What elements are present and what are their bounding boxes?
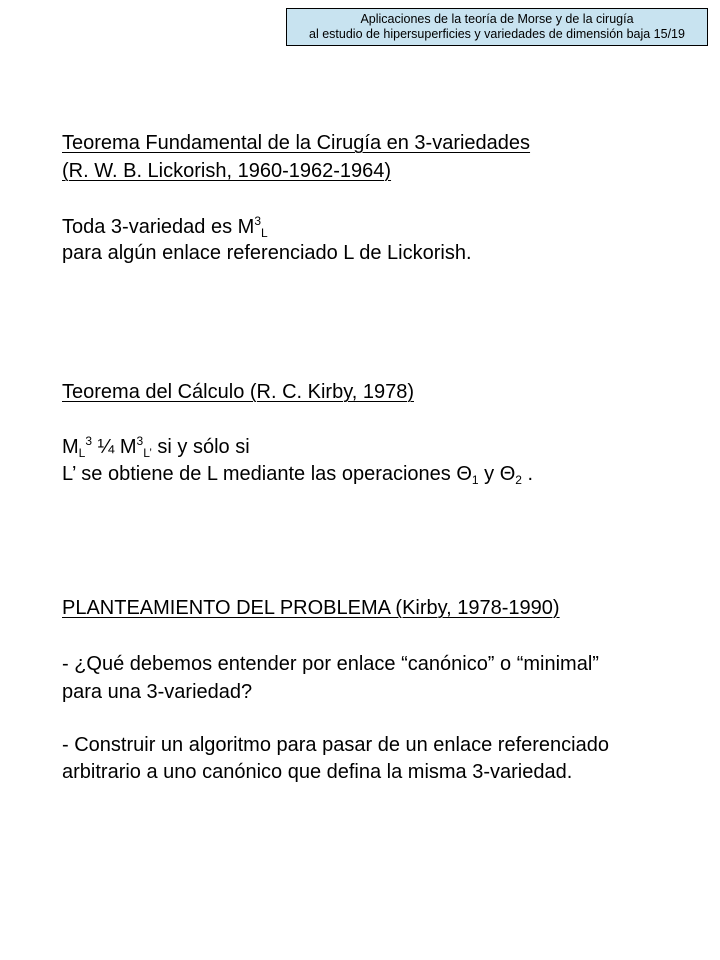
eq-sup-3: 3 (85, 434, 93, 448)
section3-question2-line2: arbitrario a uno canónico que defina la misma 3-variedad. (62, 761, 573, 783)
theta-sub-2: 2 (515, 473, 522, 487)
section1-title-line1: Teorema Fundamental de la Cirugía en 3-variedades (62, 132, 531, 154)
section3-question1-line2: para una 3-variedad? (62, 681, 253, 703)
eq-middle: ¼ M (92, 436, 137, 458)
section1-statement-prefix: Toda 3-variedad es M (62, 216, 255, 238)
eq-sub-l-prime: L’ (143, 446, 152, 460)
eq-sup-3-second: 3 (136, 434, 144, 448)
theta-sub-1: 1 (471, 473, 479, 487)
manifold-superscript: 3 (254, 214, 262, 228)
section3-title: PLANTEAMIENTO DEL PROBLEMA (Kirby, 1978-1990) (62, 597, 560, 619)
section3-question1-line1: - ¿Qué debemos entender por enlace “canónico” o “minimal” (62, 653, 599, 675)
eq-tail: si y sólo si (151, 436, 250, 458)
section1-title-line2: (R. W. B. Lickorish, 1960-1962-1964) (62, 160, 392, 182)
eq-sub-l: L (78, 446, 86, 460)
operations-middle: y Θ (478, 463, 516, 485)
section2-operations-line (62, 462, 533, 486)
link-subscript: L (261, 226, 268, 240)
section3-question2-line1: - Construir un algoritmo para pasar de un enlace referenciado (62, 734, 609, 756)
section2-title: Teorema del Cálculo (R. C. Kirby, 1978) (62, 381, 414, 403)
header-line-2: al estudio de hipersuperficies y variedades de dimensión baja 15/19 (309, 27, 685, 41)
operations-end: . (521, 463, 534, 485)
header-line-1: Aplicaciones de la teoría de Morse y de la cirugía (360, 12, 634, 26)
slide-header (286, 8, 708, 46)
section2-equivalence-line (62, 435, 250, 459)
section1-statement-line1 (62, 215, 268, 239)
eq-m: M (62, 436, 79, 458)
section1-statement-line2: para algún enlace referenciado L de Lickorish. (62, 242, 472, 264)
operations-prefix: L’ se obtiene de L mediante las operaciones Θ (62, 463, 472, 485)
